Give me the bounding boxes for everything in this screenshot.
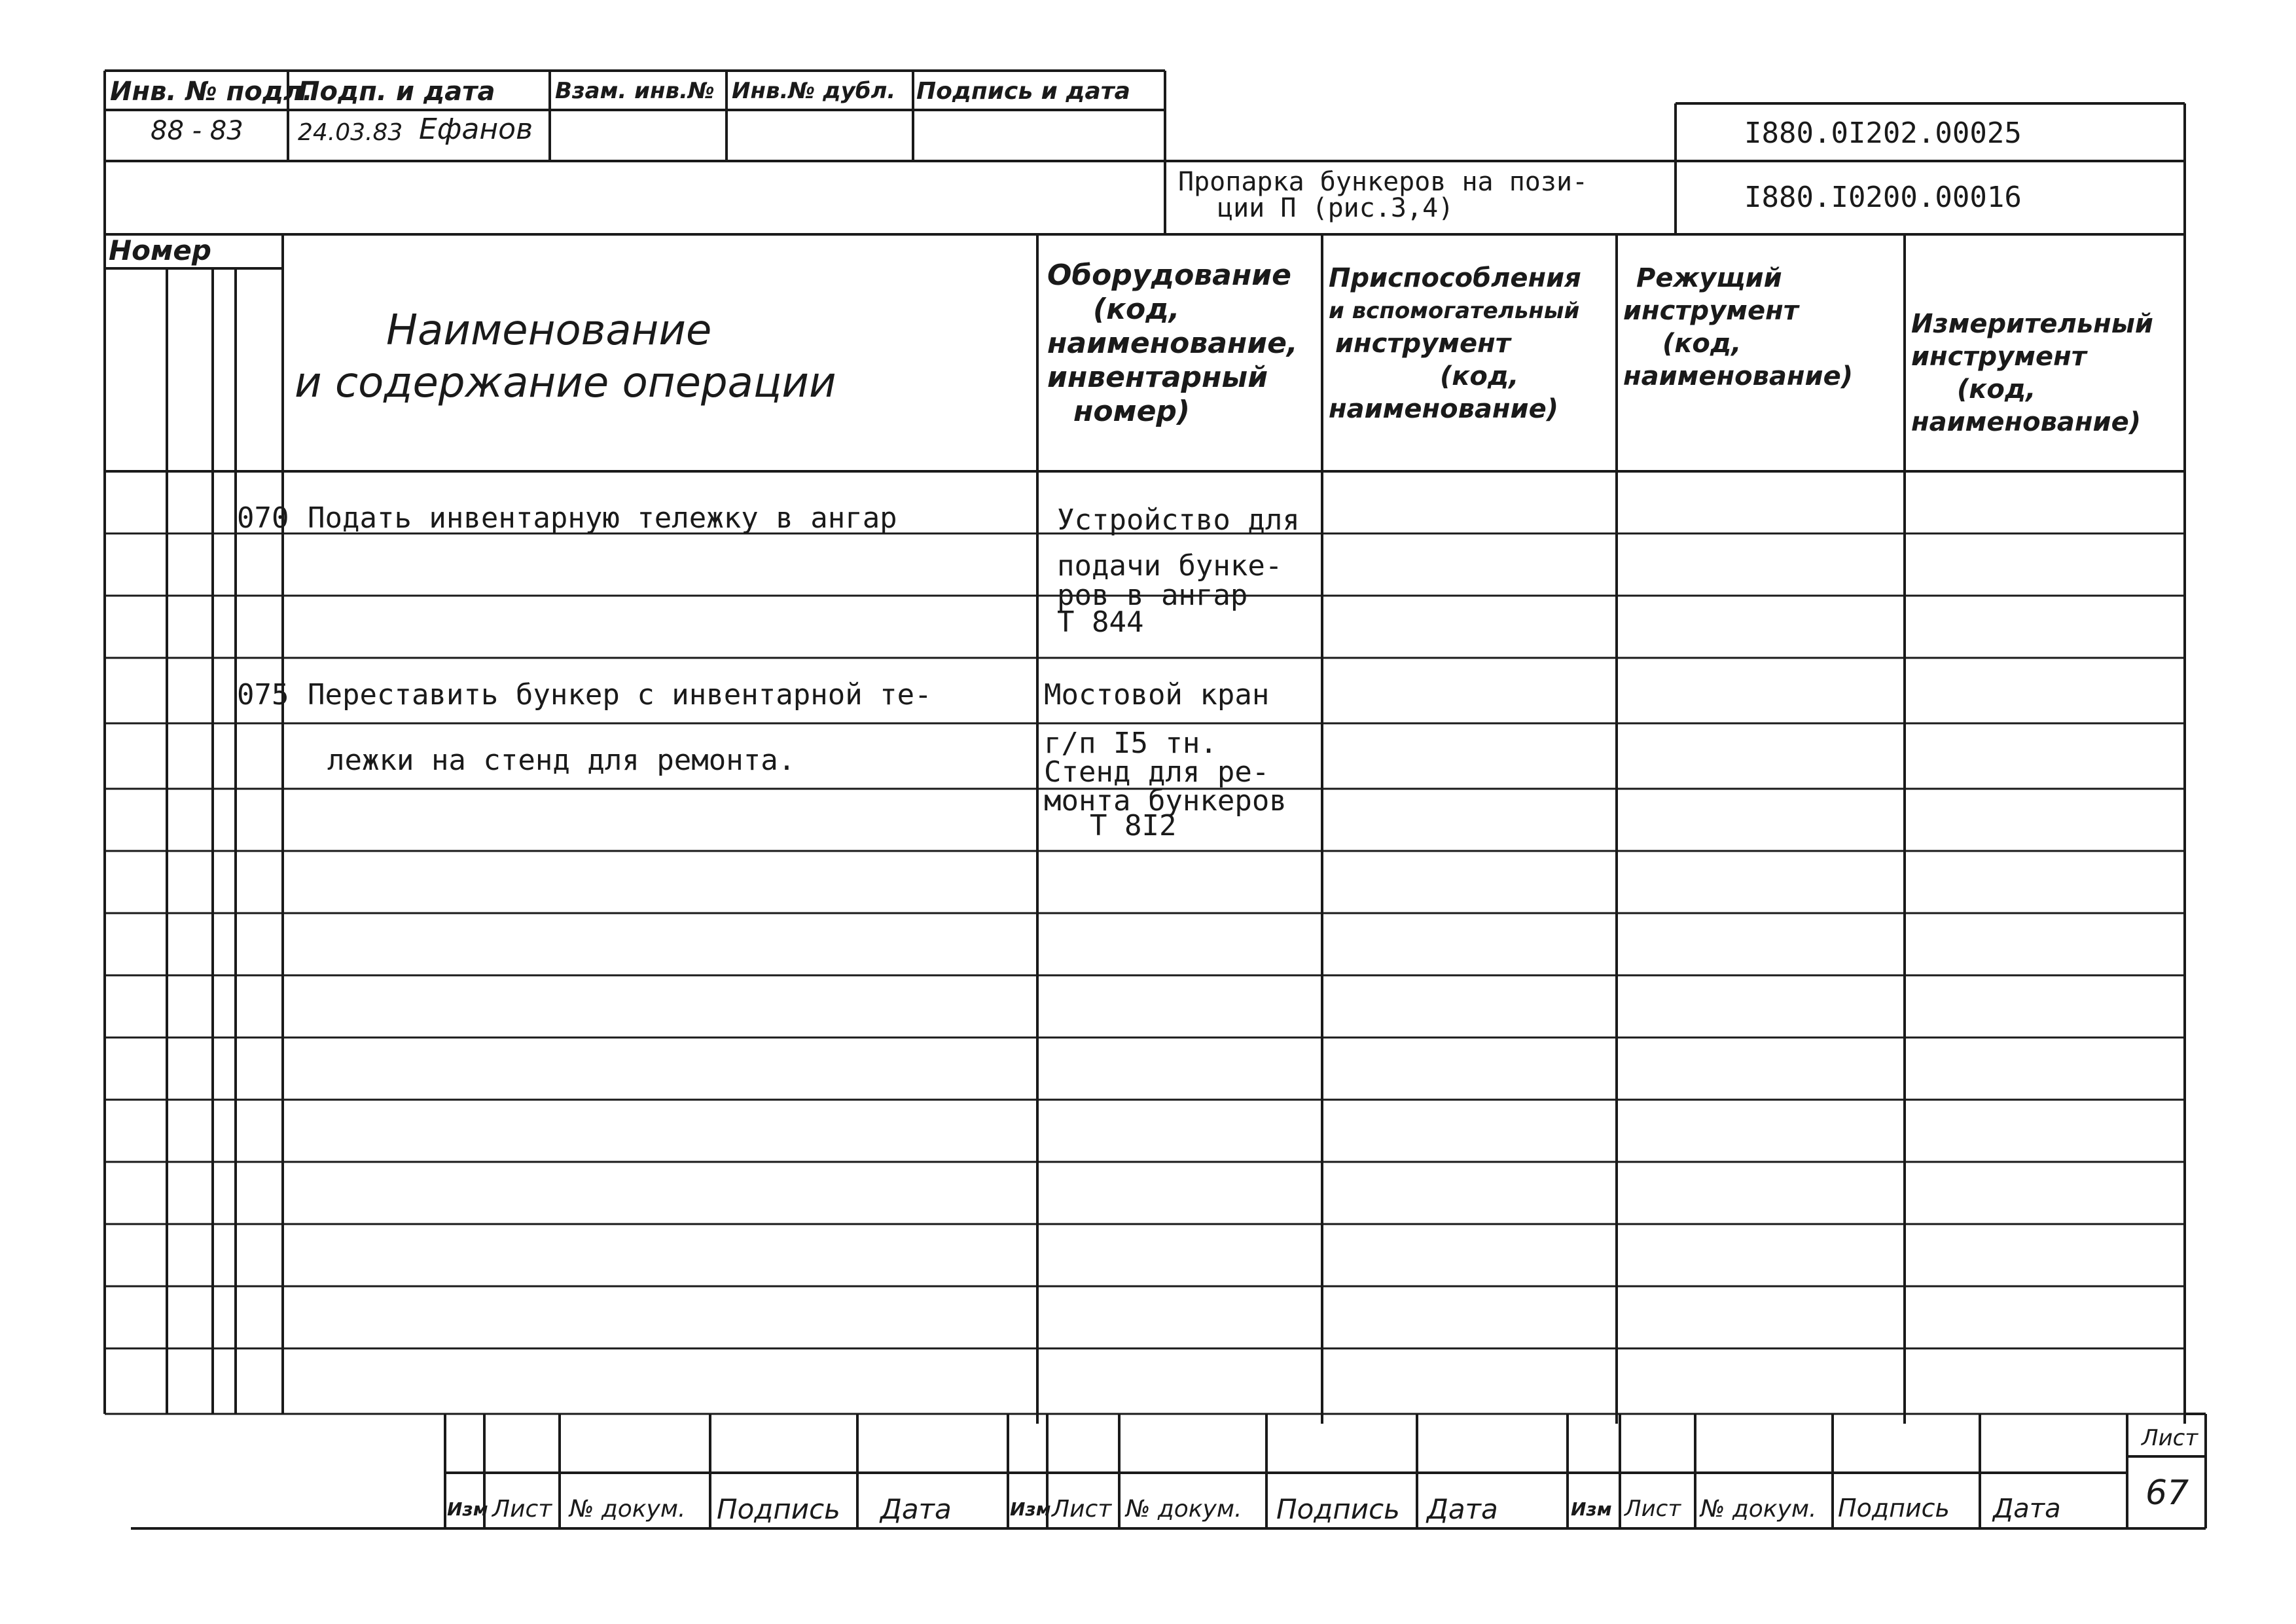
row-075-text-line-2: лежки на стенд для ремонта. (327, 744, 796, 777)
column-header-fixtures-line: (код, (1440, 361, 1519, 391)
row-075-number: 075 (237, 678, 289, 712)
row-075-equipment-line: Мостовой кран (1044, 678, 1270, 712)
footer-label-doc-3: № докум. (1700, 1496, 1817, 1523)
column-header-name-line-2: и содержание операции (295, 359, 836, 407)
footer-label-sheet-2: Лист (1052, 1496, 1112, 1523)
row-075-equipment-line: монта бункеров (1044, 784, 1287, 818)
operation-title (1178, 169, 1588, 221)
footer-label-sheet-1: Лист (492, 1496, 552, 1523)
column-header-equipment-line: наименование, (1047, 327, 1298, 360)
column-header-equipment-line: инвентарный (1047, 361, 1268, 394)
column-header-name-line-1: Наименование (386, 306, 712, 355)
column-header-equipment-line: номер) (1073, 395, 1191, 428)
column-header-name (295, 304, 836, 409)
column-header-cutting-line: наименование) (1623, 361, 1853, 391)
row-070-equipment-line: Устройство для (1057, 503, 1300, 537)
row-070-equipment-line: подачи бунке- (1057, 549, 1283, 583)
column-header-equipment-line: (код, (1093, 293, 1180, 326)
column-header-measuring-line: (код, (1957, 374, 2036, 405)
stamp-header-sign-date: Подп. и дата (298, 77, 495, 107)
column-header-equipment (1047, 259, 1298, 429)
footer-label-signature-2: Подпись (1276, 1493, 1400, 1525)
row-075-text-line-1: Переставить бункер с инвентарной те- (308, 678, 932, 712)
footer-sheet-number: 67 (2145, 1473, 2189, 1513)
column-header-measuring-line: инструмент (1911, 342, 2087, 372)
row-075-equipment (1044, 678, 1287, 842)
footer-label-doc-2: № докум. (1126, 1496, 1242, 1523)
column-header-fixtures-line: инструмент (1335, 329, 1511, 359)
operation-title-line-1: Пропарка бункеров на пози- (1178, 167, 1588, 197)
stamp-sign-date: 24.03.83 (298, 119, 403, 146)
footer-label-date-2: Дата (1427, 1493, 1498, 1525)
row-075-equipment-line: г/п I5 тн. (1044, 727, 1217, 760)
stamp-header-replaced-inv: Взам. инв.№ (555, 78, 715, 104)
row-070-equipment-line: ров в ангар (1057, 579, 1248, 612)
stamp-signature: Ефанов (419, 113, 533, 146)
column-header-fixtures-line: Приспособления (1329, 263, 1581, 293)
stamp-header-signature-date: Подпись и дата (916, 78, 1130, 105)
column-header-measuring-line: Измерительный (1911, 309, 2153, 339)
column-header-cutting-line: Режущий (1636, 263, 1782, 293)
footer-label-signature-1: Подпись (717, 1493, 840, 1525)
column-header-equipment-line: Оборудование (1047, 259, 1291, 292)
footer-label-change-3: Изм (1571, 1498, 1612, 1520)
row-070-equipment-line: Т 844 (1057, 605, 1144, 639)
document-code-secondary: I880.I0200.00016 (1744, 181, 2022, 214)
row-075-equipment-line: Т 8I2 (1090, 809, 1177, 842)
document-code-primary: I880.0I202.00025 (1744, 117, 2022, 150)
row-070-number: 070 (237, 501, 289, 535)
footer-label-date-3: Дата (1993, 1494, 2061, 1524)
footer-label-sheet-3: Лист (1624, 1496, 1681, 1522)
operation-title-line-2: ции П (рис.3,4) (1217, 193, 1454, 223)
footer-sheet-label: Лист (2142, 1425, 2198, 1451)
footer-label-change-2: Изм (1010, 1498, 1051, 1520)
footer-label-doc-1: № докум. (569, 1496, 686, 1523)
column-header-fixtures-line: и вспомогательный (1329, 298, 1580, 324)
row-075-equipment-line: Стенд для ре- (1044, 755, 1270, 789)
footer-label-change-1: Изм (447, 1498, 488, 1520)
footer-label-signature-3: Подпись (1838, 1494, 1950, 1523)
footer-label-date-1: Дата (880, 1493, 952, 1525)
column-header-cutting-line: инструмент (1623, 296, 1799, 326)
column-header-fixtures (1329, 262, 1581, 425)
column-header-fixtures-line: наименование) (1329, 394, 1558, 424)
column-header-measuring (1911, 308, 2153, 439)
column-header-cutting (1623, 262, 1853, 393)
row-070-equipment (1057, 503, 1300, 639)
row-070-text: Подать инвентарную тележку в ангар (308, 501, 897, 535)
column-header-number: Номер (109, 234, 211, 266)
column-header-measuring-line: наименование) (1911, 407, 2141, 437)
stamp-inv-number: 88 - 83 (151, 116, 243, 146)
column-header-cutting-line: (код, (1662, 329, 1742, 359)
stamp-header-dup-inv: Инв.№ дубл. (732, 78, 896, 104)
stamp-header-inv-orig: Инв. № подл. (110, 77, 313, 107)
